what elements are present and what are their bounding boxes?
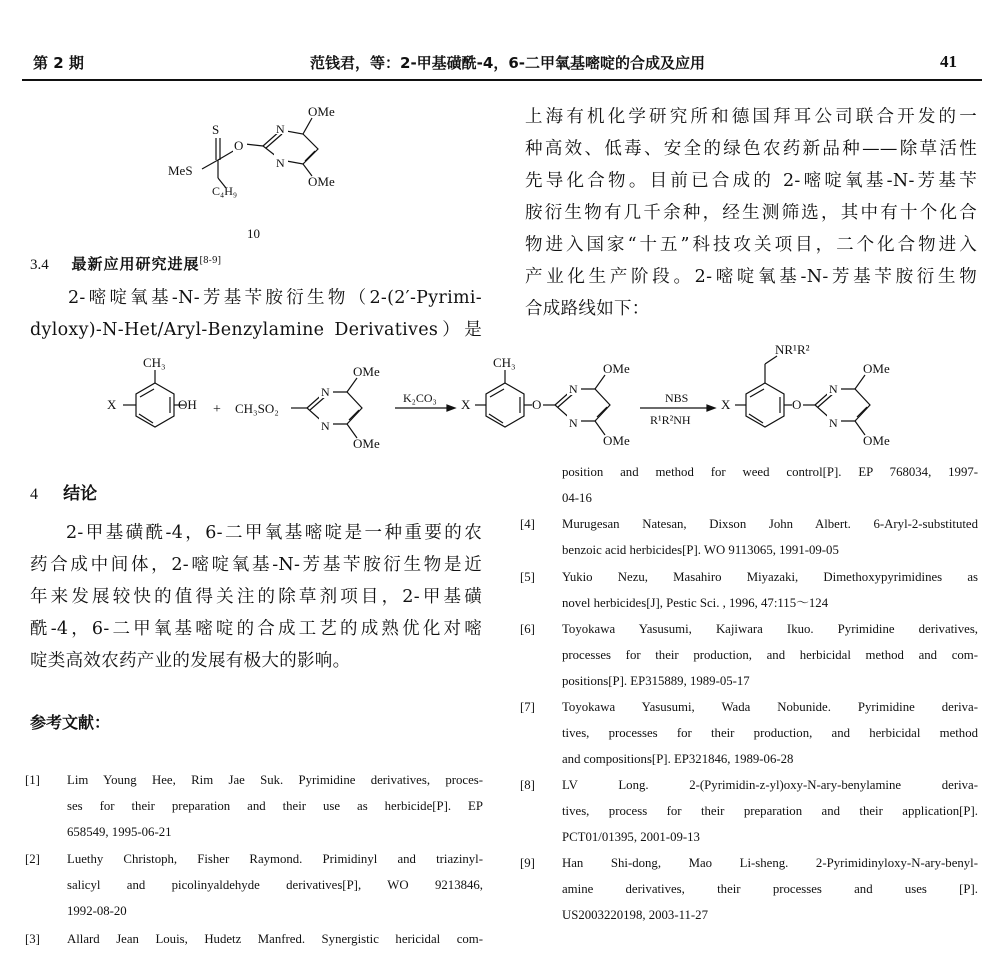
ref-line: Murugesan Natesan, Dixson John Albert. 6-Aryl-2-substituted	[562, 517, 978, 531]
p2-n2: N	[829, 416, 838, 430]
arrow2-bottom: R¹R²NH	[650, 413, 691, 427]
ref-line: positions[P]. EP315889, 1989-05-17	[562, 674, 750, 688]
conclusion-paragraph	[30, 517, 482, 677]
r2-n2: N	[321, 419, 330, 433]
arrow2-top: NBS	[665, 391, 689, 405]
p1-ch3: CH₃	[493, 355, 516, 370]
p2-n1: N	[829, 382, 838, 396]
synthesis-scheme	[95, 338, 935, 460]
ref-number: [3]	[25, 932, 40, 946]
ref-number: [8]	[520, 778, 535, 792]
r1-ch3: CH₃	[143, 355, 166, 370]
ref-number: [1]	[25, 773, 40, 787]
ref-line: novel herbicides[J], Pestic Sci. , 1996, 47:115～124	[562, 596, 829, 610]
p1-ome2: OMe	[603, 433, 630, 448]
ref-number: [7]	[520, 700, 535, 714]
atom-n2: N	[276, 156, 285, 170]
ref-line: Yukio Nezu, Masahiro Miyazaki, Dimethoxypyrimidines as	[562, 570, 978, 584]
para-line: dyloxy)-N-Het/Aryl-Benzylamine Derivatives）是	[30, 320, 482, 340]
ref-line: 04-16	[562, 491, 592, 505]
para-line: 药合成中间体，2-嘧啶氧基-N-芳基苄胺衍生物是近	[30, 555, 482, 575]
ref-line: LV Long. 2-(Pyrimidin-z-yl)oxy-N-ary-benylamine deriva-	[562, 778, 978, 792]
ref-line: tives, processes for their production, and herbicidal method	[562, 726, 978, 740]
reference-item	[520, 850, 978, 922]
ref-line: Lim Young Hee, Rim Jae Suk. Pyrimidine derivatives, proces-	[67, 773, 483, 787]
reference-continuation	[520, 459, 978, 511]
p1-o: O	[532, 397, 542, 412]
citation: [8-9]	[199, 256, 222, 266]
para-line: 种高效、低毒、安全的绿色农药新品种——除草活性	[525, 139, 977, 159]
ref-line: Allard Jean Louis, Hudetz Manfred. Synergistic hericidal com-	[67, 932, 483, 946]
structure-10	[160, 92, 390, 242]
ref-line: processes for their production, and herbicidal method and com-	[562, 648, 978, 662]
ref-line: US2003220198, 2003-11-27	[562, 908, 708, 922]
r2-ome1: OMe	[353, 364, 380, 379]
para-line: 物进入国家“十五”科技攻关项目，二个化合物进入	[525, 235, 977, 255]
section-title: 结论	[63, 484, 98, 504]
ref-line: Toyokawa Yasusumi, Wada Nobunide. Pyrimidine deriva-	[562, 700, 978, 714]
reference-item	[520, 772, 978, 844]
atom-ome1: OMe	[308, 104, 335, 119]
atom-mes: MeS	[168, 163, 193, 178]
ref-line: salicyl and picolinyaldehyde derivatives[P], WO 9213846,	[67, 878, 483, 892]
para-line: 年来发展较快的值得关注的除草剂项目，2-甲基磺	[30, 587, 482, 607]
para-line: 胺衍生物有几千余种，经生测筛选，其中有十个化合	[525, 203, 977, 223]
atom-n1: N	[276, 122, 285, 136]
ref-number: [6]	[520, 622, 535, 636]
section-4-heading	[30, 479, 97, 504]
p2-nr: NR¹R²	[775, 342, 810, 357]
reference-item	[25, 926, 483, 952]
ref-line: 658549, 1995-06-21	[67, 825, 172, 839]
ref-number: [2]	[25, 852, 40, 866]
section-3-4-heading	[30, 253, 221, 274]
p2-o: O	[792, 397, 802, 412]
section-3-4-paragraph	[30, 282, 482, 346]
para-line: 2-甲基磺酰-4，6-二甲氧基嘧啶是一种重要的农	[66, 523, 482, 543]
r2-n1: N	[321, 385, 330, 399]
p2-ome2: OMe	[863, 433, 890, 448]
ref-line: Toyokawa Yasusumi, Kajiwara Ikuo. Pyrimidine derivatives,	[562, 622, 978, 636]
ref-number: [5]	[520, 570, 535, 584]
reference-item	[25, 846, 483, 918]
ref-line: amine derivatives, their processes and uses [P].	[562, 882, 978, 896]
ref-number: [9]	[520, 856, 535, 870]
ref-line: position and method for weed control[P]. EP 768034, 1997-	[562, 465, 978, 479]
section-number: 4	[30, 486, 38, 503]
ref-number: [4]	[520, 517, 535, 531]
p1-n1: N	[569, 382, 578, 396]
ref-line: Han Shi-dong, Mao Li-sheng. 2-Pyrimidinyloxy-N-ary-benyl-	[562, 856, 978, 870]
ref-line: benzoic acid herbicides[P]. WO 9113065, 1991-09-05	[562, 543, 839, 557]
ref-line: Luethy Christoph, Fisher Raymond. Primidinyl and triazinyl-	[67, 852, 483, 866]
atom-ome2: OMe	[308, 174, 335, 189]
p2-ome1: OMe	[863, 361, 890, 376]
para-line: 2-嘧啶氧基-N-芳基苄胺衍生物（2-(2′-Pyrimi-	[68, 288, 482, 308]
plus-sign: +	[213, 402, 221, 417]
section-number: 3.4	[30, 257, 49, 273]
ref-line: tives, process for their preparation and their application[P].	[562, 804, 978, 818]
p1-ome1: OMe	[603, 361, 630, 376]
para-line: 先导化合物。目前已合成的 2-嘧啶氧基-N-芳基苄	[525, 171, 977, 191]
atom-o: O	[234, 138, 244, 153]
figure-label: 10	[247, 226, 260, 241]
reference-item	[520, 564, 978, 610]
ref-line: 1992-08-20	[67, 904, 127, 918]
r2-ch3so2: CH₃SO₂	[235, 401, 279, 416]
reference-item	[520, 616, 978, 688]
r2-ome2: OMe	[353, 436, 380, 451]
arrow1-label: K₂CO₃	[403, 391, 437, 405]
header-rule	[22, 79, 982, 81]
para-line: 上海有机化学研究所和德国拜耳公司联合开发的一	[525, 107, 977, 127]
section-title: 最新应用研究进展	[71, 255, 200, 273]
para-line: 酰-4，6-二甲氧基嘧啶的合成工艺的成熟优化对嘧	[30, 619, 482, 639]
right-paragraph	[525, 101, 977, 325]
para-line: 产业化生产阶段。2-嘧啶氧基-N-芳基苄胺衍生物	[525, 267, 977, 287]
page-number: 41	[940, 52, 957, 71]
atom-s: S	[212, 122, 220, 137]
p1-x: X	[461, 397, 471, 412]
references-heading: 参考文献：	[30, 713, 111, 732]
reference-item	[25, 767, 483, 839]
ref-line: PCT01/01395, 2001-09-13	[562, 830, 700, 844]
r1-x: X	[107, 397, 117, 412]
p2-x: X	[721, 397, 731, 412]
reference-item	[520, 511, 978, 557]
journal-issue: 第 2 期	[33, 54, 84, 72]
atom-c4h9: C₄H₉	[212, 184, 238, 198]
reference-item	[520, 694, 978, 766]
p1-n2: N	[569, 416, 578, 430]
para-line: 啶类高效农药产业的发展有极大的影响。	[30, 651, 351, 671]
r1-oh: OH	[178, 397, 197, 412]
running-title: 范钱君，等：2-甲基磺酰-4，6-二甲氧基嘧啶的合成及应用	[310, 54, 705, 72]
ref-line: ses for their preparation and their use as herbicide[P]. EP	[67, 799, 483, 813]
para-line: 合成路线如下：	[525, 299, 650, 319]
ref-line: and compositions[P]. EP321846, 1989-06-28	[562, 752, 794, 766]
